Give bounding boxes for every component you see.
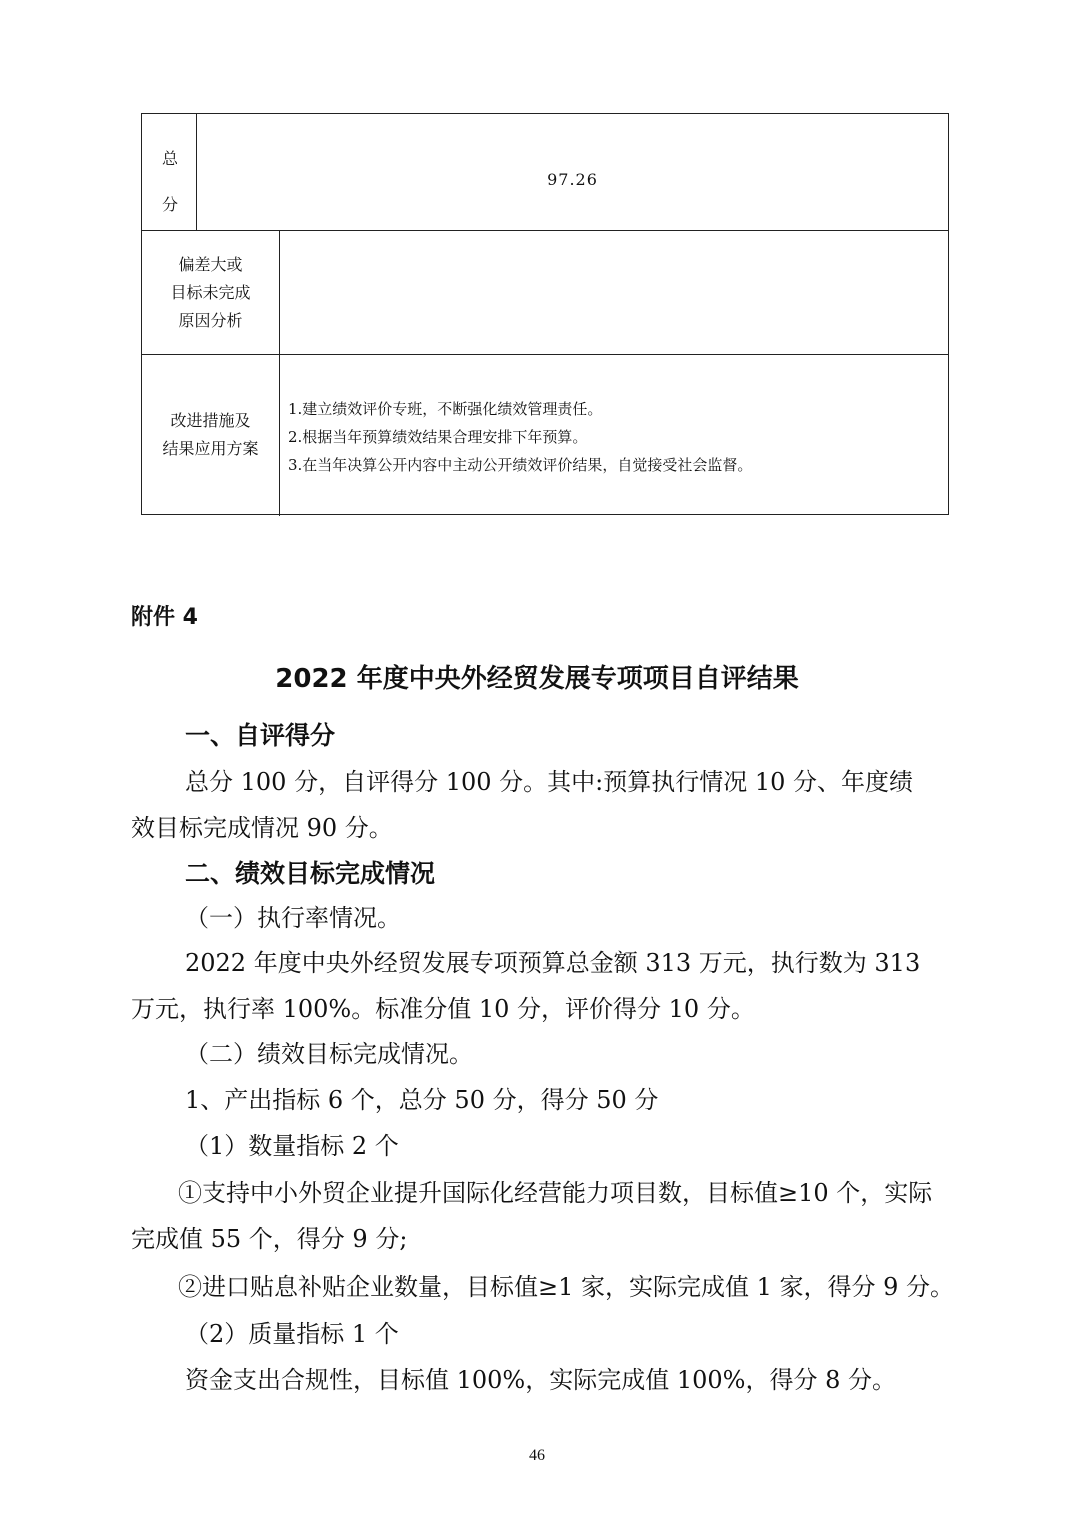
deviation-label-line: 目标未完成 — [170, 283, 251, 302]
total-score-value-cell — [197, 114, 948, 230]
section-heading: 一、自评得分 — [185, 721, 336, 750]
total-label-char-2: 分 — [162, 195, 179, 214]
paragraph-line: 总分 100 分，自评得分 100 分。其中:预算执行情况 10 分、年度绩 — [185, 768, 914, 796]
improvement-content-cell — [288, 395, 948, 479]
paragraph-line: 万元，执行率 100%。标准分值 10 分，评价得分 10 分。 — [131, 995, 755, 1023]
subsection-heading: （一）执行率情况。 — [185, 904, 401, 932]
output-indicator-heading: 1、产出指标 6 个，总分 50 分，得分 50 分 — [185, 1086, 659, 1114]
quantity-item-line: ①支持中小外贸企业提升国际化经营能力项目数，目标值≥10 个，实际 — [178, 1179, 933, 1207]
page-number: 46 — [529, 1447, 545, 1464]
attachment-label: 附件 4 — [131, 605, 198, 630]
improvement-item: 3.在当年决算公开内容中主动公开绩效评价结果，自觉接受社会监督。 — [288, 456, 753, 474]
deviation-label-cell — [142, 231, 279, 354]
section-heading: 二、绩效目标完成情况 — [185, 859, 436, 888]
document-title: 2022 年度中央外经贸发展专项项目自评结果 — [275, 664, 799, 694]
deviation-label-line: 偏差大或 — [178, 255, 243, 274]
deviation-content-cell — [280, 231, 948, 354]
paragraph-line: 2022 年度中央外经贸发展专项预算总金额 313 万元，执行数为 313 — [185, 949, 921, 977]
deviation-label-line: 原因分析 — [178, 311, 243, 330]
quantity-item: ②进口贴息补贴企业数量，目标值≥1 家，实际完成值 1 家，得分 9 分。 — [178, 1273, 955, 1301]
quantity-item-line: 完成值 55 个，得分 9 分; — [131, 1225, 408, 1253]
subsection-heading: （二）绩效目标完成情况。 — [185, 1040, 473, 1068]
total-score-value: 97.26 — [547, 170, 598, 189]
total-label-char-1: 总 — [162, 149, 179, 168]
quality-indicator-heading: （2）质量指标 1 个 — [185, 1320, 399, 1348]
quantity-indicator-heading: （1）数量指标 2 个 — [185, 1132, 399, 1160]
total-score-label-cell — [142, 114, 196, 230]
improvement-label-line: 改进措施及 — [170, 411, 251, 430]
improvement-label-cell — [142, 355, 279, 516]
improvement-item: 2.根据当年预算绩效结果合理安排下年预算。 — [288, 428, 588, 446]
self-evaluation-table — [141, 113, 949, 515]
improvement-item: 1.建立绩效评价专班，不断强化绩效管理责任。 — [288, 400, 603, 418]
improvement-label-line: 结果应用方案 — [162, 439, 259, 458]
quality-item: 资金支出合规性，目标值 100%，实际完成值 100%，得分 8 分。 — [185, 1366, 897, 1394]
paragraph-line: 效目标完成情况 90 分。 — [131, 814, 393, 842]
